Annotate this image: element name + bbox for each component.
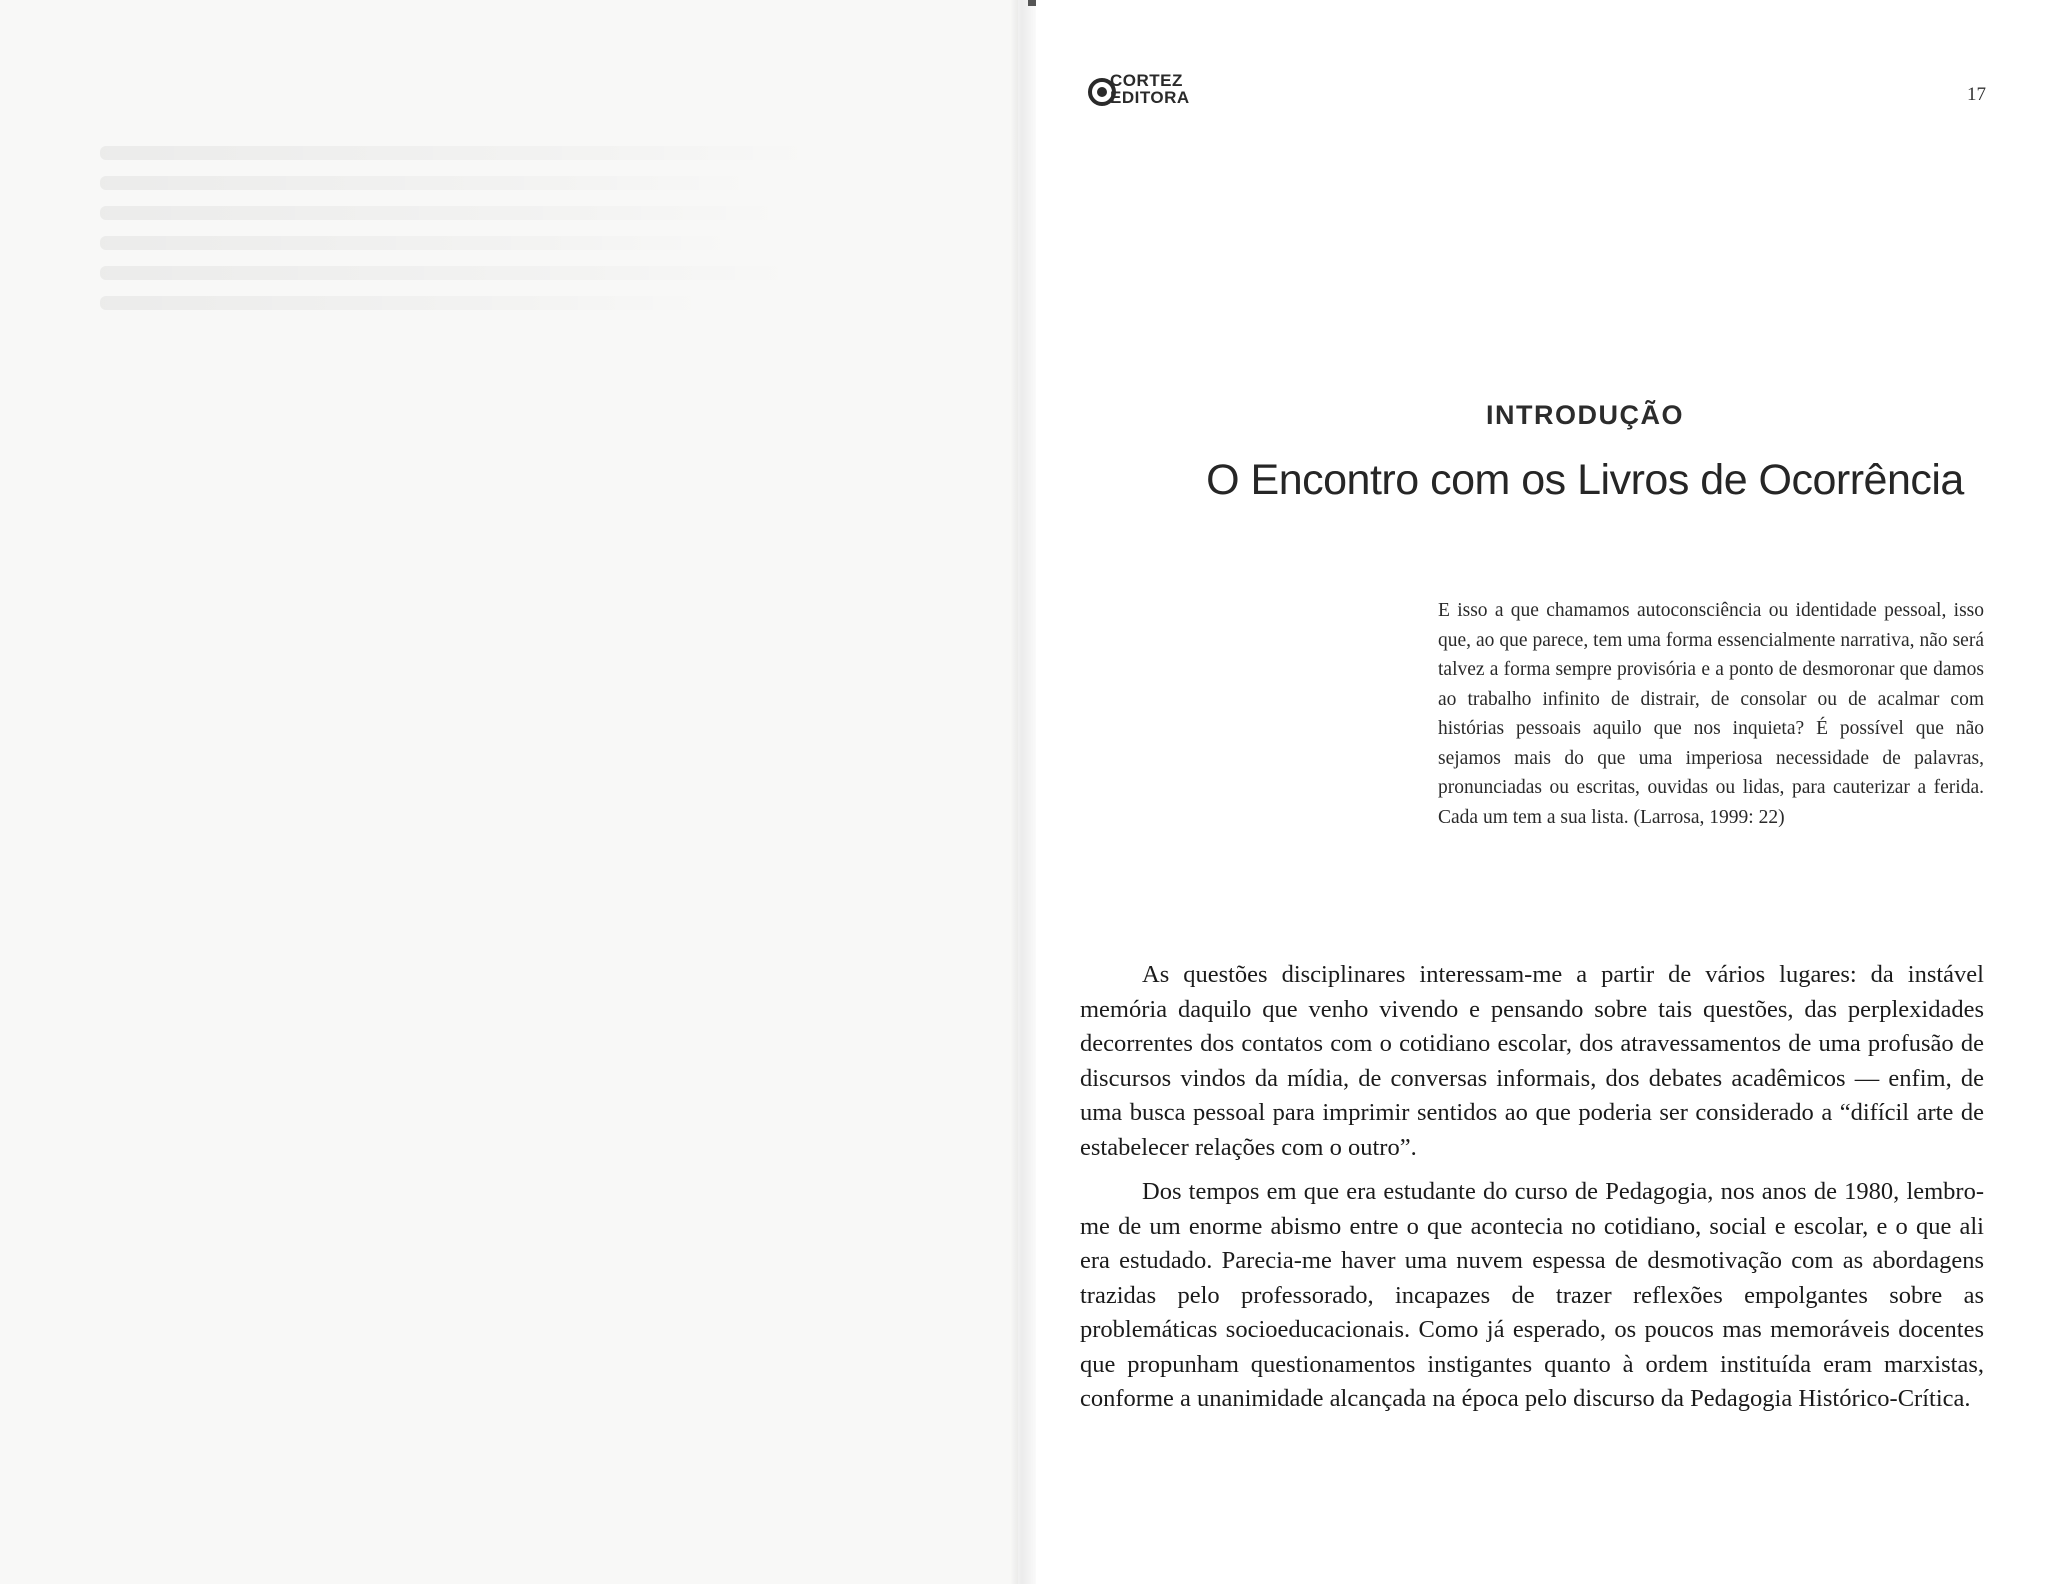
show-through-bleed [100, 266, 800, 280]
show-through-bleed [100, 146, 820, 160]
epigraph-quote: E isso a que chamamos autoconsciência ou identidade pessoal, isso que, ao que parece, tem uma forma essencialmente narrativa, não será talvez a forma sempre provisória e a ponto de desmoronar que damos ao trabalho infinito de distrair, de consolar ou de acalmar com histórias pessoais aquilo que nos inquieta? É possível que não sejamos mais do que uma imperiosa necessidade de palavras, pronunciadas ou escritas, ouvidas ou lidas, para cauterizar a ferida. Cada um tem a sua lista. (Larrosa, 1999: 22) [1438, 600, 1984, 828]
show-through-bleed [100, 206, 790, 220]
body-text [1080, 958, 1984, 1427]
right-page [1036, 0, 2048, 1584]
publisher-logo [1088, 72, 1208, 108]
body-paragraph: Dos tempos em que era estudante do curso de Pedagogia, nos anos de 1980, lembro-me de um enorme abismo entre o que acontecia no cotidiano, social e escolar, e o que ali era estudado. Parecia-me haver uma nuvem espessa de desmotivação com as abordagens trazidas pelo professorado, incapazes de trazer reflexões empolgantes sobre as problemáticas socioeducacionais. Como já esperado, os poucos mas memoráveis docentes que propunham questionamentos instigantes quanto à ordem instituída eram marxistas, conforme a unanimidade alcançada na época pelo discurso da Pedagogia Histórico-Crítica. [1080, 1178, 1984, 1412]
left-page-blank [0, 0, 1018, 1584]
show-through-bleed [100, 176, 760, 190]
book-gutter [1010, 0, 1036, 1584]
chapter-label: INTRODUÇÃO [1486, 400, 1684, 430]
publisher-name-line1: CORTEZ [1110, 71, 1183, 90]
show-through-bleed [100, 236, 740, 250]
page-number: 17 [1967, 84, 1986, 105]
show-through-bleed [100, 296, 710, 310]
body-paragraph: As questões disciplinares interessam-me a partir de vários lugares: da instável memória daquilo que venho vivendo e pensando sobre tais questões, das perplexidades decorrentes dos contatos com o cotidiano escolar, dos atravessamentos de uma profusão de discursos vindos da mídia, de conversas informais, dos debates acadêmicos — enfim, de uma busca pessoal para imprimir sentidos ao que poderia ser considerado a “difícil arte de estabelecer relações com o outro”. [1080, 961, 1984, 1161]
publisher-name-line2: EDITORA [1110, 88, 1190, 107]
chapter-title: O Encontro com os Livros de Ocorrência [1206, 456, 1964, 504]
